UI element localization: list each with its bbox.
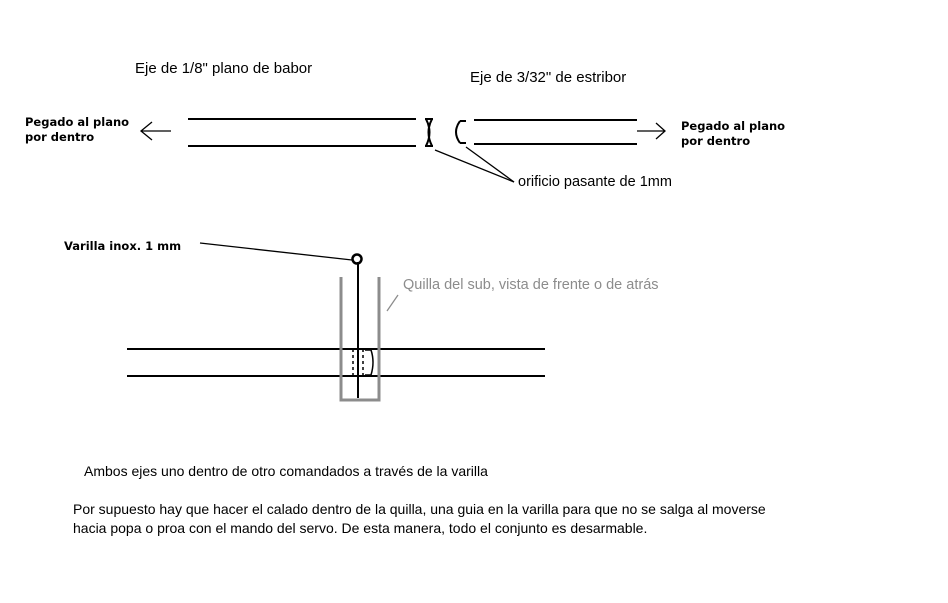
rod-label: Varilla inox. 1 mm: [64, 239, 182, 253]
keel-outline: [341, 277, 379, 400]
right-glued-label: [681, 119, 785, 149]
summary-note: Ambos ejes uno dentro de otro comandados a través de la varilla: [84, 463, 488, 479]
left-shaft-hole-mark: [425, 119, 433, 146]
hole-label: orificio pasante de 1mm: [518, 174, 672, 190]
right-arrow-icon: [637, 123, 665, 139]
detail-note-line-2: hacia popa o proa con el mando del servo. De esta manera, todo el conjunto es desarmable.: [73, 520, 648, 536]
assembled-shaft: [127, 349, 545, 376]
keel-leader-line: [387, 295, 398, 311]
keel-label: Quilla del sub, vista de frente o de atrás: [403, 277, 659, 293]
right-shaft-hole-mark: [456, 121, 466, 143]
hole-leader-lines: [435, 147, 514, 182]
left-arrow-icon: [141, 122, 171, 140]
detail-note-line-1: Por supuesto hay que hacer el calado dentro de la quilla, una guia en la varilla para que no se salga al moverse: [73, 501, 766, 517]
rod-leader-line: [200, 243, 352, 260]
right-glued-line-2: por dentro: [681, 134, 751, 148]
right-shaft-label: Eje de 3/32" de estribor: [470, 69, 627, 86]
right-glued-line-1: Pegado al plano: [681, 119, 786, 133]
left-shaft-label: Eje de 1/8" plano de babor: [135, 60, 313, 77]
left-glued-label: [25, 115, 129, 145]
left-glued-line-2: por dentro: [25, 130, 95, 144]
left-shaft: [188, 119, 416, 146]
right-shaft: [474, 120, 637, 144]
detail-note: [73, 500, 766, 538]
left-glued-line-1: Pegado al plano: [25, 115, 130, 129]
keel-hole-bracket: [365, 350, 373, 375]
